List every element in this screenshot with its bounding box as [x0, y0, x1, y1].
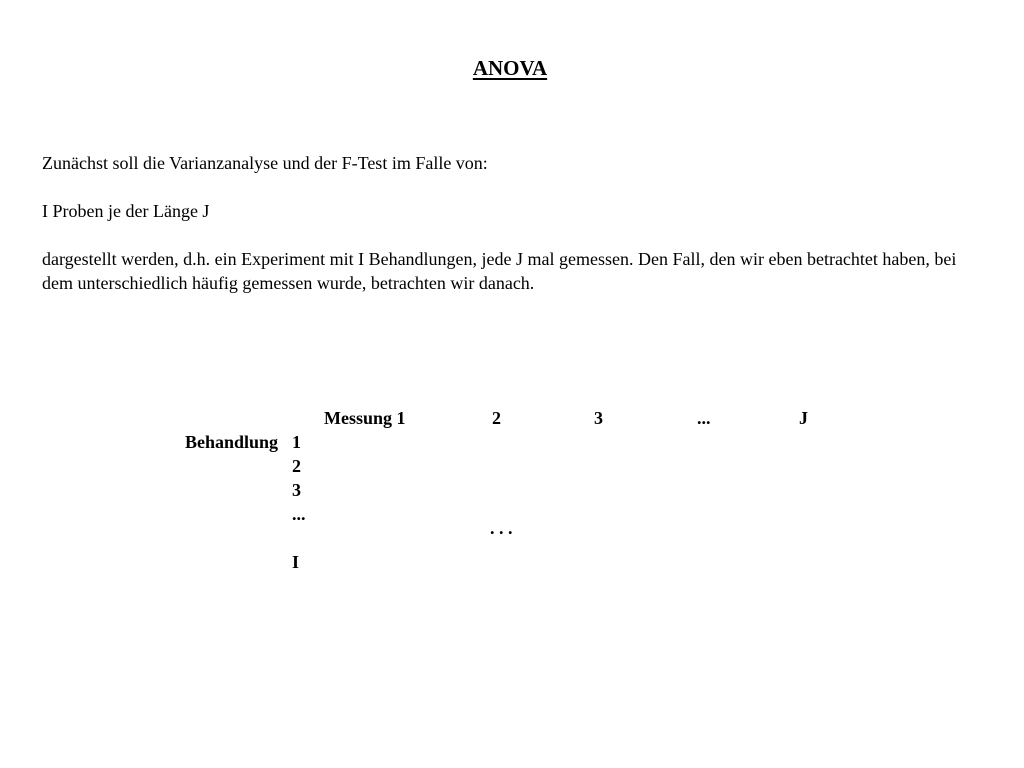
row-label-1: 1: [292, 432, 301, 452]
row-label-3: 3: [292, 480, 301, 500]
row-label-2: 2: [292, 456, 301, 476]
row-label-i: I: [292, 552, 300, 572]
row-label-prefix: Behandlung: [185, 432, 279, 452]
sample-description: I Proben je der Länge J: [42, 201, 210, 221]
intro-paragraph: Zunächst soll die Varianzanalyse und der F-Test im Falle von:: [42, 153, 488, 173]
page-title: ANOVA: [472, 56, 548, 80]
column-header-j: J: [799, 408, 808, 428]
row-label-ellipsis: ...: [292, 504, 306, 524]
cell-ellipsis: . . .: [490, 518, 513, 538]
explanation-paragraph: dargestellt werden, d.h. ein Experiment mit I Behandlungen, jede J mal gemessen. Den Fall, den wir eben betrachtet haben, bei dem unterschiedlich häufig gemessen wurde, betrachten wir danach.: [42, 249, 957, 293]
column-header-3: 3: [594, 408, 603, 428]
column-header-2: 2: [492, 408, 501, 428]
column-header-ellipsis: ...: [697, 408, 711, 428]
column-header-messung-1: Messung 1: [324, 408, 406, 428]
